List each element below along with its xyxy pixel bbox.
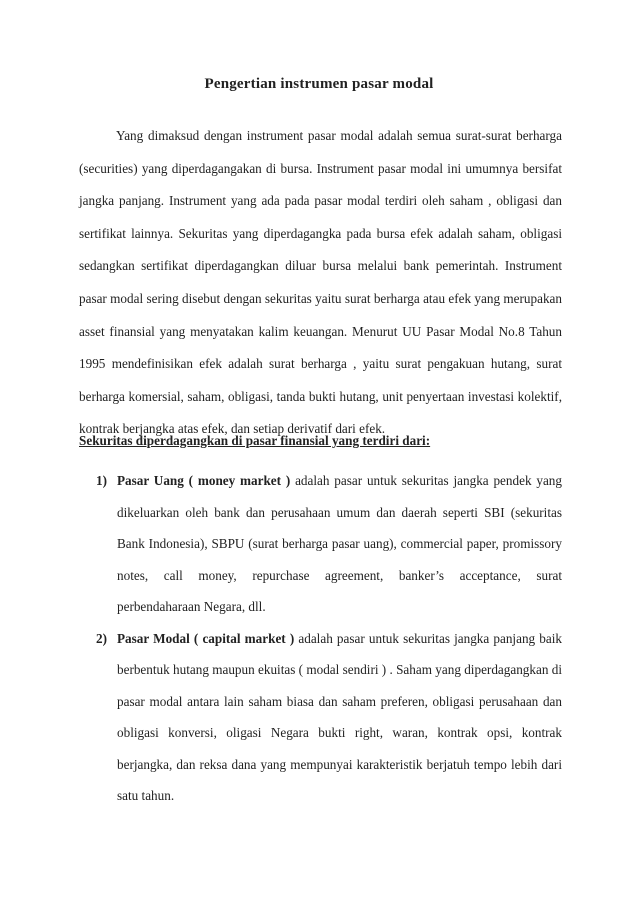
list-item-money-market bbox=[79, 465, 562, 623]
list-item-text: adalah pasar untuk sekuritas jangka panjang baik berbentuk hutang maupun ekuitas ( modal sendiri ) . Saham yang diperdagangkan di pasar modal antara lain saham biasa dan saham preferen, obligasi perusahaan dan obligasi konversi, oligasi Negara bukti right, waran, kontrak opsi, kontrak berjangka, dan reksa dana yang mempunyai karakteristik berjatuh tempo lebih dari satu tahun. bbox=[117, 630, 562, 803]
intro-paragraph: Yang dimaksud dengan instrument pasar modal adalah semua surat-surat berharga (securities) yang diperdagangakan di bursa. Instrument pasar modal ini umumnya bersifat jangka panjang. Instrument yang ada pada pasar modal terdiri oleh saham , obligasi dan sertifikat lainnya. Sekuritas yang diperdagangka pada bursa efek adalah saham, obligasi sedangkan sertifikat diperdagangkan diluar bursa melalui bank pemerintah. Instrument pasar modal sering disebut dengan sekuritas yaitu surat berharga atau efek yang merupakan asset finansial yang menyatakan kalim keuangan. Menurut UU Pasar Modal No.8 Tahun 1995 mendefinisikan efek adalah surat berharga , yaitu surat pengakuan hutang, surat berharga komersial, saham, obligasi, tanda bukti hutang, unit penyertaan investasi kolektif, kontrak berjangka atas efek, dan setiap derivatif dari efek. bbox=[79, 128, 562, 437]
securities-list bbox=[79, 465, 562, 812]
list-item-text: adalah pasar untuk sekuritas jangka pendek yang dikeluarkan oleh bank dan perusahaan umum dan daerah seperti SBI (sekuritas Bank Indonesia), SBPU (surat berharga pasar uang), commercial paper, promissory notes, call money, repurchase agreement, banker’s acceptance, surat perbendaharaan Negara, dll. bbox=[117, 473, 562, 614]
list-item-number: 2) bbox=[96, 630, 107, 646]
page-title: Pengertian instrumen pasar modal bbox=[204, 76, 434, 92]
list-item-number: 1) bbox=[96, 473, 107, 488]
list-item-lead: Pasar Modal ( capital market ) bbox=[117, 630, 295, 646]
section-subheading: Sekuritas diperdagangkan di pasar finansial yang terdiri dari: bbox=[79, 433, 431, 448]
list-item-capital-market bbox=[79, 623, 562, 812]
list-item-lead: Pasar Uang ( money market ) bbox=[117, 473, 291, 488]
